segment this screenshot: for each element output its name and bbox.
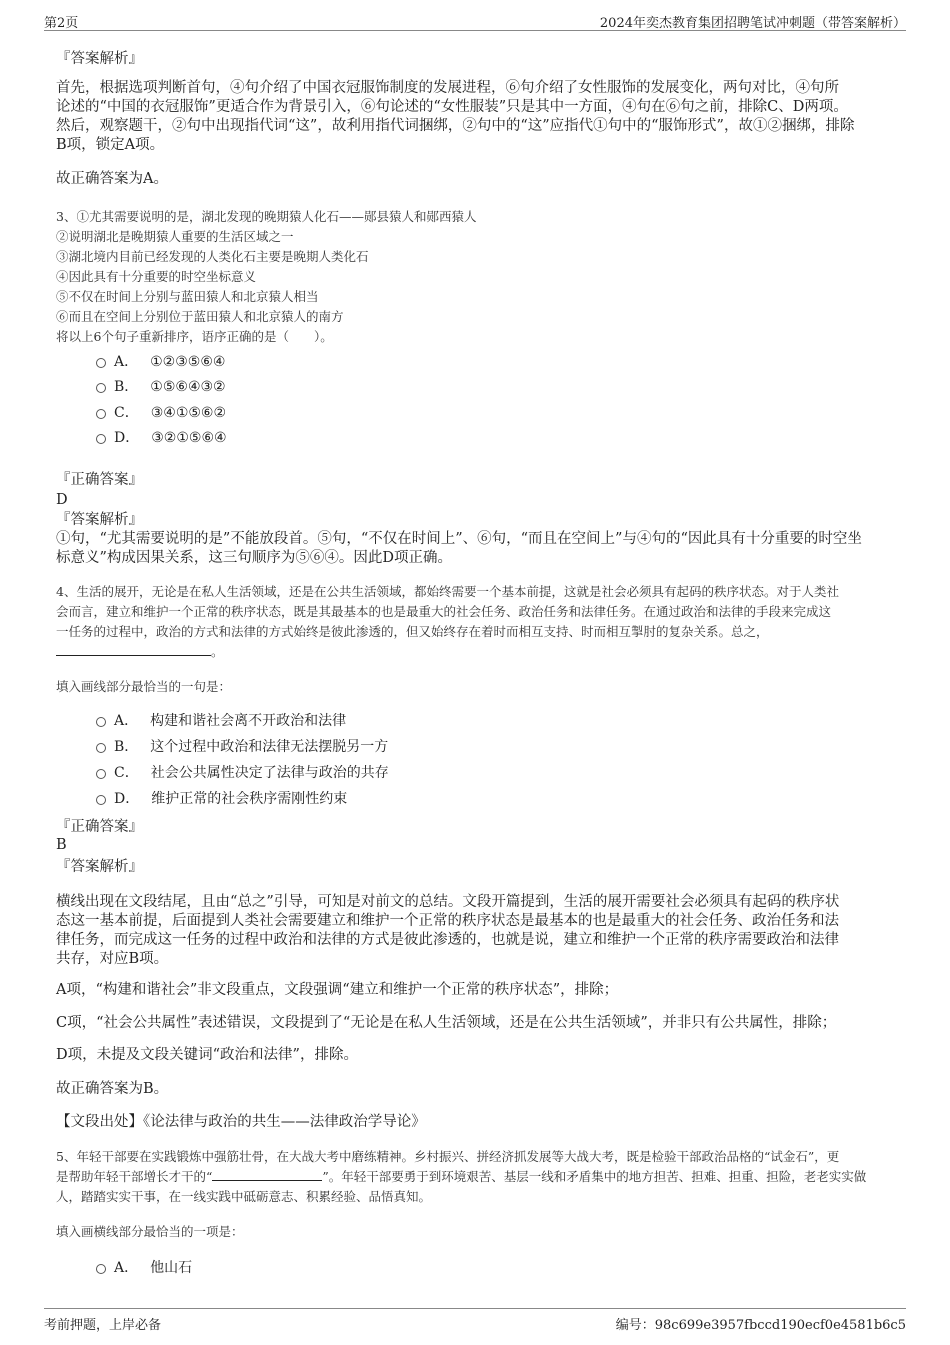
q4-answer: B — [56, 837, 67, 853]
text-line: 一任务的过程中，政治的方式和法律的方式始终是彼此渗透的，但又始终存在着时而相互支持、时而相互掣肘的复杂关系。总之， — [56, 624, 769, 639]
answer-blank-line: 。 — [56, 642, 896, 662]
text-line: 横线出现在文段结尾，且由“总之”引导，可知是对前文的总结。文段开篇提到，生活的展开需要社会必须具有起码的秩序状 — [56, 894, 840, 910]
q4-option-c[interactable] — [96, 763, 389, 783]
option-letter: D． — [114, 791, 140, 807]
option-letter: A． — [114, 1260, 139, 1276]
option-text: ③④①⑤⑥② — [150, 405, 227, 421]
q4-option-d[interactable] — [96, 789, 347, 809]
document-title: 2024年奕杰教育集团招聘笔试冲刺题（带答案解析） — [599, 16, 906, 31]
text-line: 论述的“中国的衣冠服饰”更适合作为背景引入，⑥句论述的“女性服装”只是其中一方面，④句在⑥句之前，排除C、D两项。 — [56, 99, 848, 115]
footer-slogan: 考前押题，上岸必备 — [44, 1318, 162, 1333]
text-line: 5、年轻干部要在实践锻炼中强筋壮骨，在大战大考中磨练精神。乡村振兴、拼经济抓发展等大战大考，既是检验干部政治品格的“试金石”，更 — [56, 1149, 840, 1164]
option-letter: C． — [114, 405, 139, 421]
q4-note-c: C项，“社会公共属性”表述错误，文段提到了“无论是在私人生活领域，还是在公共生活领域”，并非只有公共属性，排除； — [56, 1015, 837, 1031]
text-line: 会而言，建立和维护一个正常的秩序状态，既是其最基本的也是最重大的社会任务、政治任务和法律任务。在通过政治和法律的手段来完成这 — [56, 604, 832, 619]
q3-option-b[interactable] — [96, 377, 226, 397]
page-number: 第2页 — [44, 16, 79, 31]
option-letter: A． — [114, 354, 139, 370]
text-line: ⑤不仅在时间上分别与蓝田猿人和北京猿人相当 — [56, 289, 319, 304]
q3-option-c[interactable] — [96, 403, 226, 423]
option-text: 维护正常的社会秩序需刚性约束 — [151, 791, 348, 807]
radio-icon[interactable] — [96, 769, 106, 779]
q4-stem — [56, 582, 896, 662]
option-letter: B． — [114, 379, 139, 395]
q5-stem — [56, 1147, 896, 1207]
q4-analysis-tag: 『答案解析』 — [56, 859, 143, 875]
q3-option-a[interactable] — [96, 352, 225, 372]
text-line: 共存，对应B项。 — [56, 951, 169, 967]
q2-analysis-tag: 『答案解析』 — [56, 51, 143, 67]
text-line: 将以上6个句子重新排序，语序正确的是（ ）。 — [56, 329, 333, 344]
option-letter: D． — [114, 430, 140, 446]
blank-underline — [56, 643, 211, 656]
text-line: 态这一基本前提，后面提到人类社会需要建立和维护一个正常的秩序状态是最基本的也是最重大的社会任务、政治任务和法 — [56, 913, 839, 929]
text-line: ④因此具有十分重要的时空坐标意义 — [56, 269, 257, 284]
radio-icon[interactable] — [96, 383, 106, 393]
q3-option-d[interactable] — [96, 428, 227, 448]
q2-conclusion: 故正确答案为A。 — [56, 171, 168, 187]
option-text: ①⑤⑥④③② — [150, 379, 226, 395]
q4-note-d: D项，未提及文段关键词“政治和法律”，排除。 — [56, 1047, 358, 1063]
page-footer — [44, 1308, 906, 1335]
text-line: B项，锁定A项。 — [56, 137, 165, 153]
radio-icon[interactable] — [96, 1264, 106, 1274]
q3-answer: D — [56, 492, 68, 508]
text-line: ③湖北境内目前已经发现的人类化石主要是晚期人类化石 — [56, 249, 369, 264]
radio-icon[interactable] — [96, 358, 106, 368]
radio-icon[interactable] — [96, 409, 106, 419]
page-header — [44, 10, 906, 31]
radio-icon[interactable] — [96, 434, 106, 444]
text-line: 4、生活的展开，无论是在私人生活领域，还是在公共生活领域，都始终需要一个基本前提，这就是社会必须具有起码的秩序状态。对于人类社 — [56, 584, 839, 599]
radio-icon[interactable] — [96, 717, 106, 727]
text-line: 人，踏踏实实干事，在一线实践中砥砺意志、积累经验、品悟真知。 — [56, 1189, 432, 1204]
q2-analysis-paragraph — [56, 79, 896, 155]
q4-note-a: A项，“构建和谐社会”非文段重点，文段强调“建立和维护一个正常的秩序状态”，排除； — [56, 982, 619, 998]
text-line: 律任务，而完成这一任务的过程中政治和法律的方式是彼此渗透的，也就是说，建立和维护一个正常的秩序需要政治和法律 — [56, 932, 839, 948]
footer-serial: 编号：98c699e3957fbccd190ecf0e4581b6c5 — [615, 1318, 906, 1333]
q4-analysis — [56, 893, 896, 969]
q4-option-a[interactable] — [96, 711, 346, 731]
q5-option-a[interactable] — [96, 1258, 192, 1278]
q3-analysis-tag: 『答案解析』 — [56, 512, 143, 528]
q4-source: 【文段出处】《论法律与政治的共生——法律政治学导论》 — [56, 1114, 426, 1130]
text-line-with-blank: 是帮助年轻干部增长才干的“ ”。年轻干部要勇于到环境艰苦、基层一线和矛盾集中的地方担苦、担难、担重、担险，老老实实做 — [56, 1169, 867, 1184]
q4-conclusion: 故正确答案为B。 — [56, 1081, 169, 1097]
q4-prompt: 填入画线部分最恰当的一句是： — [56, 679, 232, 694]
option-text: 他山石 — [150, 1260, 193, 1276]
text-line: ②说明湖北是晚期猿人重要的生活区域之一 — [56, 229, 294, 244]
q4-option-b[interactable] — [96, 737, 388, 757]
option-text: 社会公共属性决定了法律与政治的共存 — [150, 765, 389, 781]
option-letter: C． — [114, 765, 139, 781]
text-line: 3、①尤其需要说明的是，湖北发现的晚期猿人化石——郧县猿人和郧西猿人 — [56, 209, 477, 224]
q5-prompt: 填入画横线部分最恰当的一项是： — [56, 1224, 244, 1239]
radio-icon[interactable] — [96, 795, 106, 805]
option-letter: A． — [114, 713, 139, 729]
text-line: 首先，根据选项判断首句，④句介绍了中国衣冠服饰制度的发展进程，⑥句介绍了女性服饰的发展变化，两句对比，④句所 — [56, 80, 839, 96]
text-line: ①句，“尤其需要说明的是”不能放段首。⑤句，“不仅在时间上”、⑥句，“而且在空间上”与④句的“因此具有十分重要的时空坐 — [56, 531, 862, 547]
q3-stem — [56, 207, 896, 347]
option-text: ③②①⑤⑥④ — [151, 430, 227, 446]
option-text: 这个过程中政治和法律无法摆脱另一方 — [150, 739, 389, 755]
option-letter: B． — [114, 739, 139, 755]
q3-answer-tag: 『正确答案』 — [56, 472, 143, 488]
text-line: 标意义”构成因果关系，这三句顺序为⑤⑥④。因此D项正确。 — [56, 550, 453, 566]
text-line: ⑥而且在空间上分别位于蓝田猿人和北京猿人的南方 — [56, 309, 344, 324]
radio-icon[interactable] — [96, 743, 106, 753]
q4-answer-tag: 『正确答案』 — [56, 819, 143, 835]
option-text: ①②③⑤⑥④ — [150, 354, 226, 370]
q3-analysis — [56, 530, 896, 568]
option-text: 构建和谐社会离不开政治和法律 — [150, 713, 347, 729]
blank-underline — [212, 1168, 322, 1181]
text-line: 然后，观察题干，②句中出现指代词“这”，故利用指代词捆绑，②句中的“这”应指代①句中的“服饰形式”，故①②捆绑，排除 — [56, 118, 855, 134]
